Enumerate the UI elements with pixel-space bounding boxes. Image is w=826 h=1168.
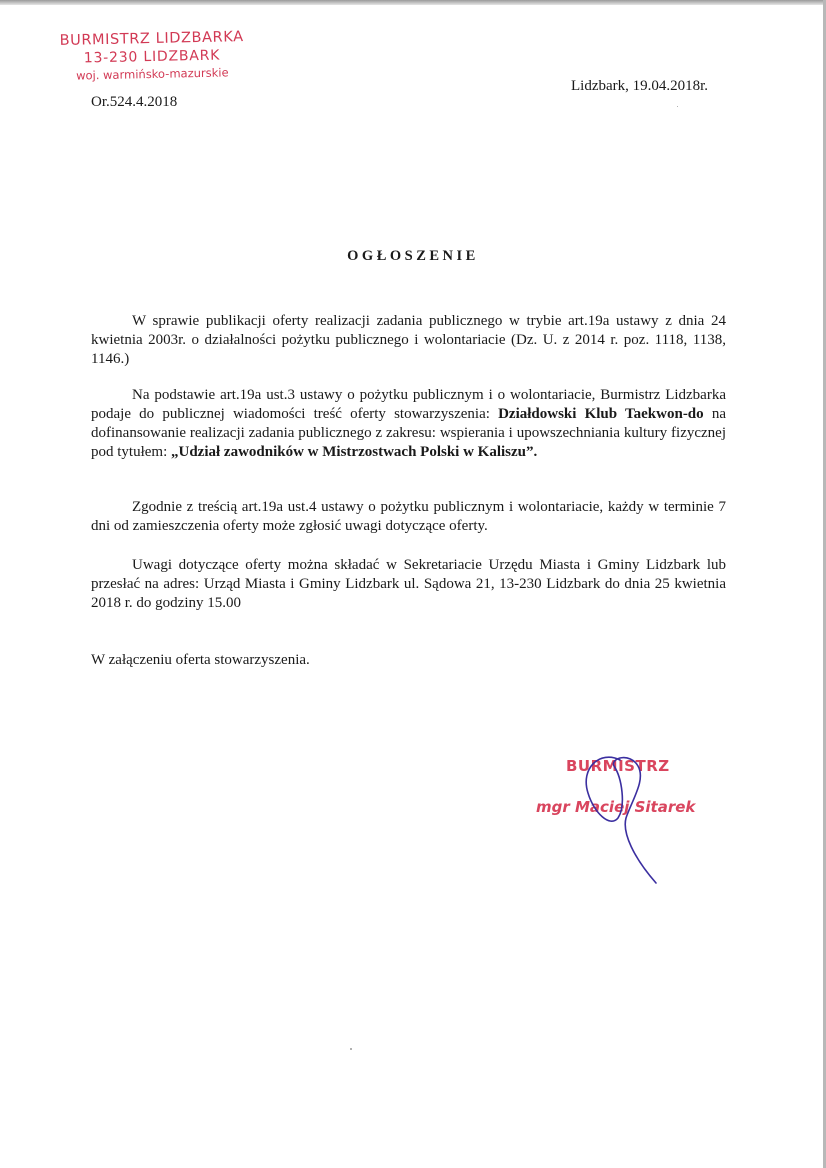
paragraph-offer xyxy=(91,386,726,462)
stamp-line-3: woj. warmińsko-mazurskie xyxy=(75,65,229,83)
paragraph-publication: W sprawie publikacji oferty realizacji zadania publicznego w trybie art.19a ustawy z dnia 24 kwietnia 2003r. o działalności pożytku publicznego i wolontariacie (Dz. U. z 2014 r. poz. 1118, 1138, 1146.) xyxy=(91,313,726,367)
offer-intro-text: Na podstawie art.19a ust.3 ustawy o pożytku publicznym i o wolontariacie, Burmistrz Lidzbarka podaje do publicznej wiadomości treść oferty stowarzyszenia: xyxy=(91,387,726,422)
scan-speck xyxy=(677,106,678,107)
paragraph-submission: Uwagi dotyczące oferty można składać w Sekretariacie Urzędu Miasta i Gminy Lidzbark lub przesłać na adres: Urząd Miasta i Gminy Lidzbark ul. Sądowa 21, 13-230 Lidzbark do dnia 25 kwietnia 2018 r. do godziny 15.00 xyxy=(91,557,726,611)
document-title: OGŁOSZENIE xyxy=(347,248,479,264)
scan-speck xyxy=(350,1048,352,1050)
document-date: Lidzbark, 19.04.2018r. xyxy=(571,78,709,94)
stamp-line-1: BURMISTRZ LIDZBARKA xyxy=(59,29,244,49)
handwritten-signature xyxy=(560,748,680,898)
offer-scope-text: na dofinansowanie realizacji zadania publicznego z zakresu: wspierania i upowszechniania kultury fizycznej pod tytułem: xyxy=(91,406,726,460)
paragraph-comments-deadline: Zgodnie z treścią art.19a ust.4 ustawy o pożytku publicznym i wolontariacie, każdy w terminie 7 dni od zamieszczenia oferty może zgłosić uwagi dotyczące oferty. xyxy=(91,499,726,534)
organization-name: Działdowski Klub Taekwon-do xyxy=(498,406,704,422)
signature-stamp-name: mgr Maciej Sitarek xyxy=(536,798,696,816)
task-title: „Udział zawodników w Mistrzostwach Polski w Kaliszu”. xyxy=(171,444,538,460)
stamp-line-2: 13-230 LIDZBARK xyxy=(83,47,221,67)
office-stamp xyxy=(51,28,252,85)
attachment-note: W załączeniu oferta stowarzyszenia. xyxy=(91,652,310,668)
scan-edge-top xyxy=(0,0,826,5)
reference-number: Or.524.4.2018 xyxy=(91,94,178,110)
signature-stamp-title: BURMISTRZ xyxy=(566,757,670,775)
